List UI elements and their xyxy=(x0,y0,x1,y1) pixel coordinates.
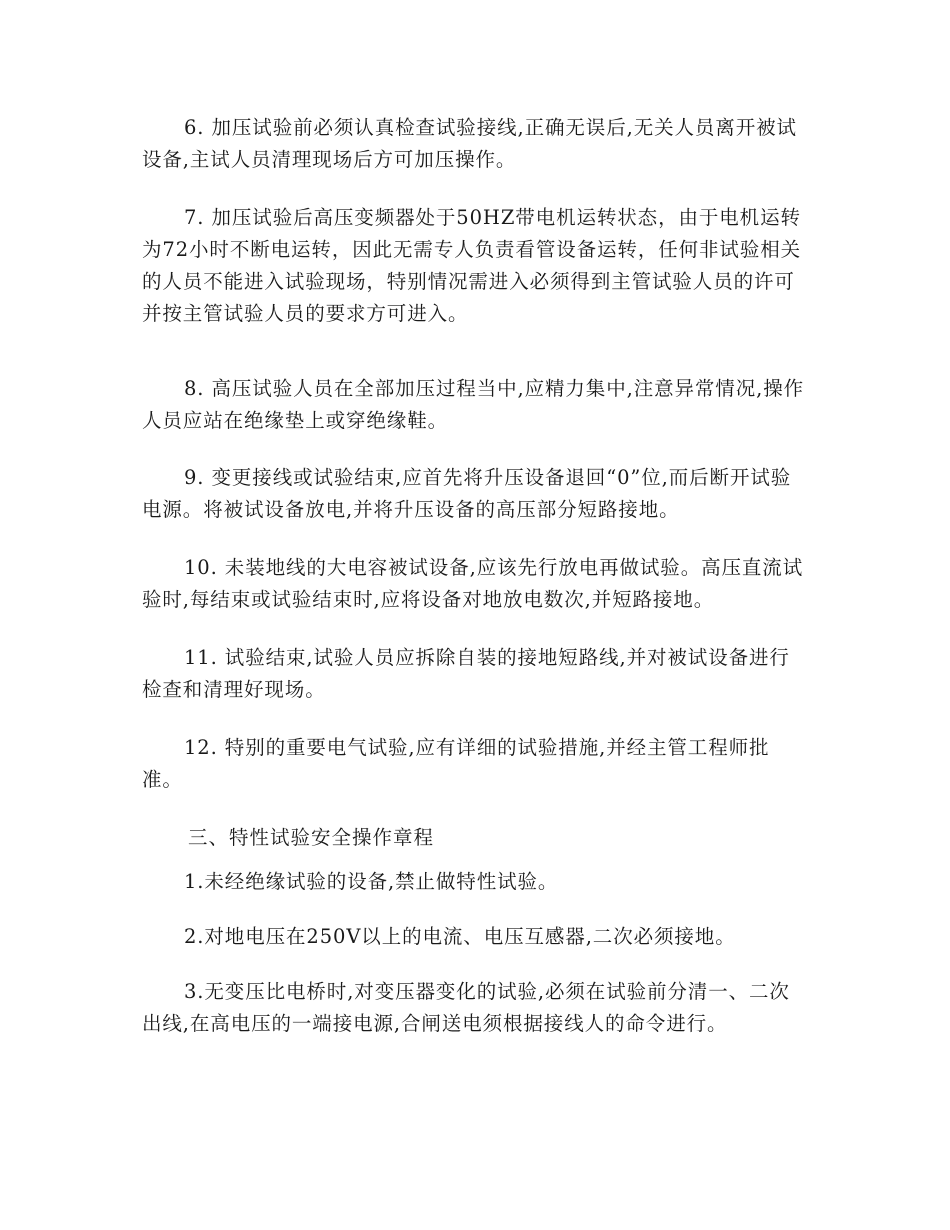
paragraph-7: 7. 加压试验后高压变频器处于50HZ带电机运转状态，由于电机运转为72小时不断电运转，因此无需专人负责看管设备运转，任何非试验相关的人员不能进入试验现场，特别情况需进入必须得到主管试验人员的许可并按主管试验人员的要求方可进入。 xyxy=(142,206,802,325)
paragraph-9: 9. 变更接线或试验结束,应首先将升压设备退回“0”位,而后断开试验电源。将被试设备放电,并将升压设备的高压部分短路接地。 xyxy=(142,466,792,521)
paragraph-8: 8. 高压试验人员在全部加压过程当中,应精力集中,注意异常情况,操作人员应站在绝缘垫上或穿绝缘鞋。 xyxy=(142,377,804,432)
section-item-2: 2.对地电压在250V以上的电流、电压互感器,二次必须接地。 xyxy=(184,925,736,948)
paragraph-12: 12. 特别的重要电气试验,应有详细的试验措施,并经主管工程师批准。 xyxy=(142,736,770,791)
section-item-1: 1.未经绝缘试验的设备,禁止做特性试验。 xyxy=(184,870,559,893)
section-heading: 三、特性试验安全操作章程 xyxy=(188,826,435,849)
paragraph-10: 10. 未装地线的大电容被试设备,应该先行放电再做试验。高压直流试验时,每结束或试验结束时,应将设备对地放电数次,并短路接地。 xyxy=(142,556,804,611)
paragraph-6: 6. 加压试验前必须认真检查试验接线,正确无误后,无关人员离开被试设备,主试人员清理现场后方可加压操作。 xyxy=(142,116,797,171)
section-item-3: 3.无变压比电桥时,对变压器变化的试验,必须在试验前分清一、二次出线,在高电压的一端接电源,合闸送电须根据接线人的命令进行。 xyxy=(142,980,790,1035)
paragraph-11: 11. 试验结束,试验人员应拆除自装的接地短路线,并对被试设备进行检查和清理好现场。 xyxy=(142,646,790,701)
